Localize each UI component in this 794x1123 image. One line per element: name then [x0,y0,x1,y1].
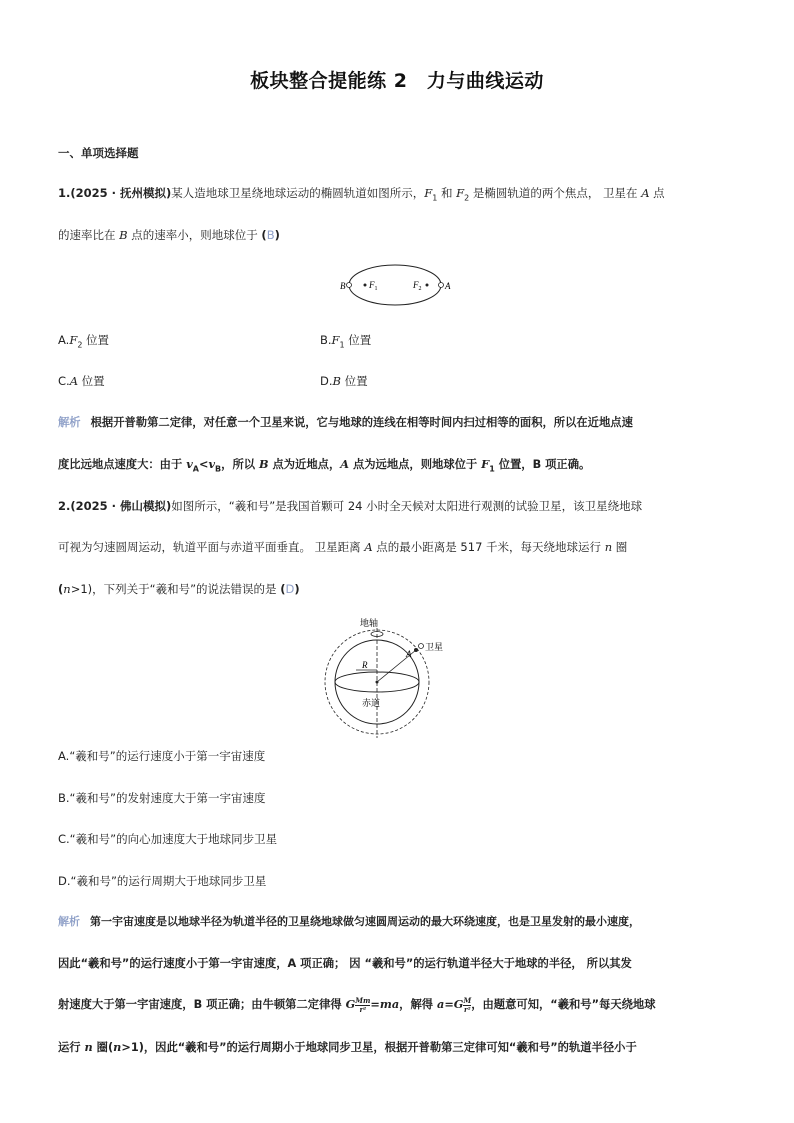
q2-solution-line4: 运行 n 圈(n>1)，因此“羲和号”的运行周期小于地球同步卫星，根据开普勒第三定律可知“羲和号”的轨道半径小于 [58,1040,637,1054]
label-equator: 赤道 [362,698,381,708]
section-heading: 一、单项选择题 [58,146,139,160]
label-earth-axis: 地轴 [360,618,379,628]
label-b: B [340,281,346,291]
focus-f1-dot [364,284,367,287]
q1-option-c[interactable]: C.A 位置 [58,374,105,388]
label-f1: $F_1$ [369,280,378,292]
point-a-dot [414,648,418,652]
earth-center-dot [376,681,379,684]
q2-solution-line3: 射速度大于第一宇宙速度，B 项正确；由牛顿第二定律得 G $\frac{Mm}{\text{r²}}$ =ma，解得 a=G $\frac{M}{\text{r²}}$ ，由题意可知，“羲和号”每天绕地球 [58,995,656,1014]
q2-source: 2.(2025 · 佛山模拟) [58,499,172,513]
q1-stem-line2: 的速率比在 B 点的速率小，则地球位于 (B) [58,228,280,242]
point-b-marker [347,283,352,288]
satellite-marker [419,644,424,649]
q1-jiexi-label: 解析 [58,416,81,429]
q2-option-b[interactable]: B.“羲和号”的发射速度大于第一宇宙速度 [58,791,266,805]
q1-option-b[interactable]: $B.F_1$ 位置 [320,333,372,350]
q1-stem-line1: 1.(2025 · 抚州模拟)某人造地球卫星绕地球运动的椭圆轨道如图所示，$F_1$ 和 $F_2$ 是椭圆轨道的两个焦点， 卫星在 A 点 [58,186,665,203]
q2-stem-line1: 2.(2025 · 佛山模拟)如图所示，“羲和号”是我国首颗可 24 小时全天候对太阳进行观测的试验卫星，该卫星绕地球 [58,499,643,513]
q1-source: 1.(2025 · 抚州模拟) [58,186,172,200]
q2-answer: D [285,582,295,596]
label-a: A [445,281,451,291]
q2-option-c[interactable]: C.“羲和号”的向心加速度大于地球同步卫星 [58,832,278,846]
fraction-m-r2: $\frac{M}{\text{r²}}$ [463,995,472,1014]
q2-solution-line1: 解析 第一宇宙速度是以地球半径为轨道半径的卫星绕地球做匀速圆周运动的最大环绕速度，也是卫星发射的最小速度， [58,915,640,928]
q2-stem-line3: (n>1)，下列关于“羲和号”的说法错误的是 (D) [58,582,300,596]
q2-solution-line2: 因此“羲和号”的运行速度小于第一宇宙速度，A 项正确； 因 “羲和号”的运行轨道半径大于地球的半径， 所以其发 [58,957,632,970]
point-a-marker [439,283,444,288]
label-radius: R [362,660,368,670]
q2-option-a[interactable]: A.“羲和号”的运行速度小于第一宇宙速度 [58,749,266,763]
ellipse-orbit-figure [338,262,458,310]
fraction-mm-r2: $\frac{Mm}{\text{r²}}$ [355,995,371,1014]
label-point-a: A [406,649,412,659]
q1-option-a[interactable]: $A.F_2$ 位置 [58,333,110,350]
label-satellite: 卫星 [425,642,444,652]
earth-orbit-figure [312,614,452,739]
q1-solution-line1: 解析 根据开普勒第二定律，对任意一个卫星来说，它与地球的连线在相等时间内扫过相等的面积，所以在近地点速 [58,416,633,429]
focus-f2-dot [426,284,429,287]
q1-answer: B [266,228,275,242]
q1-option-d[interactable]: D.B 位置 [320,374,368,388]
q1-solution-line2: 度比远地点速度大：由于 $v_A<v_B$，所以 B 点为近地点，A 点为远地点，则地球位于 $F_1$ 位置，B 项正确。 [58,457,591,474]
q2-option-d[interactable]: D.“羲和号”的运行周期大于地球同步卫星 [58,874,267,888]
q2-jiexi-label: 解析 [58,915,80,928]
label-f2: $F_2$ [413,280,422,292]
page-title: 板块整合提能练 2 力与曲线运动 [250,70,544,92]
q2-stem-line2: 可视为匀速圆周运动，轨道平面与赤道平面垂直。 卫星距离 A 点的最小距离是 517 千米，每天绕地球运行 n 圈 [58,540,628,554]
